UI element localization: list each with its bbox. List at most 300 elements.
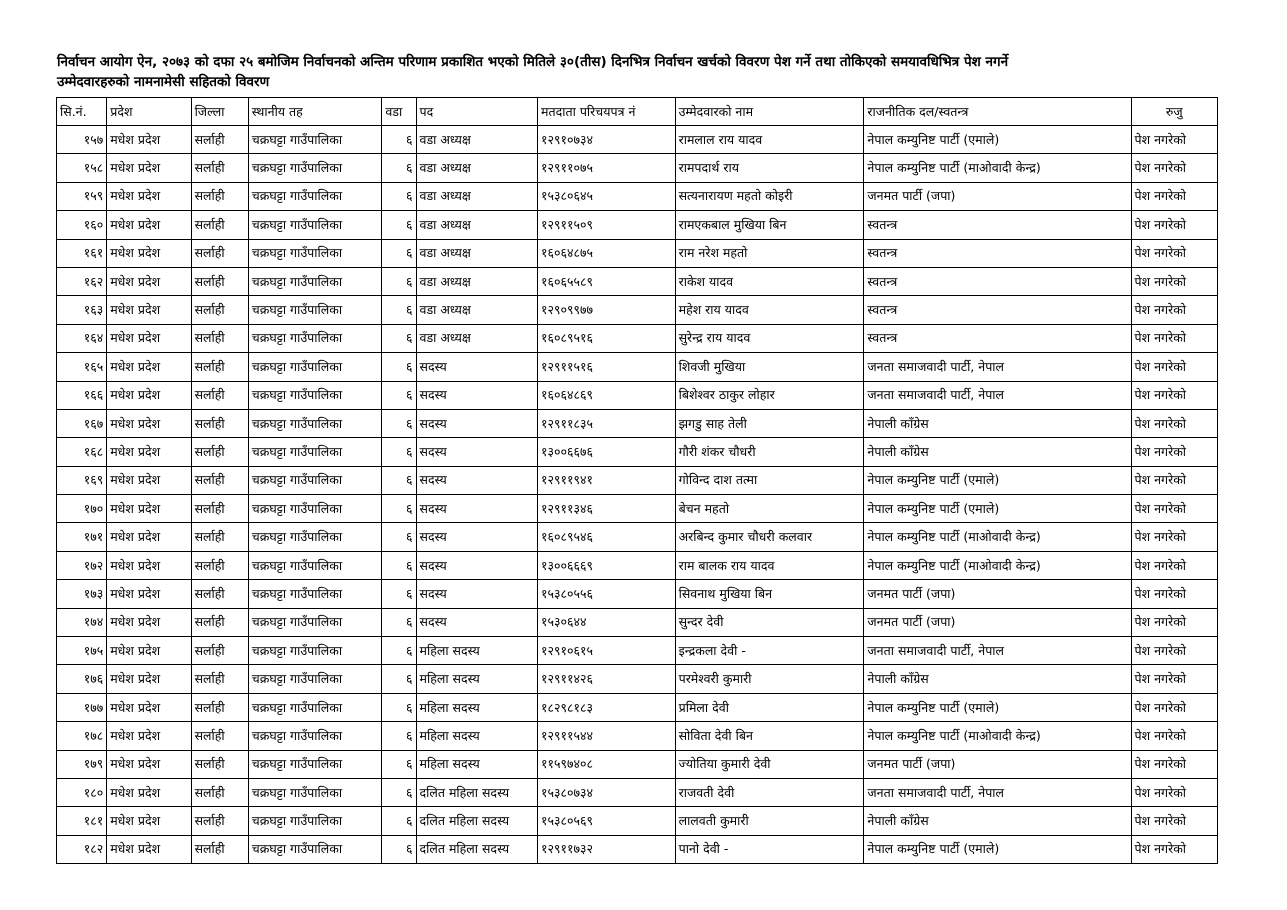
cell-sn: १७६ bbox=[57, 665, 107, 693]
cell-candidate: इन्द्रकला देवी - bbox=[675, 637, 864, 665]
header-province: प्रदेश bbox=[107, 98, 191, 126]
cell-district: सर्लाही bbox=[191, 637, 248, 665]
cell-ward: ६ bbox=[382, 466, 416, 494]
cell-status: पेश नगरेको bbox=[1131, 523, 1217, 551]
table-row bbox=[57, 353, 1218, 381]
cell-ward: ६ bbox=[382, 693, 416, 721]
cell-local-level: चक्रघट्टा गाउँपालिका bbox=[248, 182, 382, 210]
cell-province: मधेश प्रदेश bbox=[107, 807, 191, 835]
cell-local-level: चक्रघट्टा गाउँपालिका bbox=[248, 778, 382, 806]
cell-candidate: झगडु साह तेली bbox=[675, 409, 864, 437]
cell-post: सदस्य bbox=[416, 580, 538, 608]
cell-sn: १६९ bbox=[57, 466, 107, 494]
cell-voter-id: १२९११३४६ bbox=[538, 495, 676, 523]
cell-candidate: रामएकबाल मुखिया बिन bbox=[675, 211, 864, 239]
cell-sn: १७९ bbox=[57, 750, 107, 778]
cell-ward: ६ bbox=[382, 409, 416, 437]
cell-voter-id: १५३८०५५६ bbox=[538, 580, 676, 608]
cell-province: मधेश प्रदेश bbox=[107, 637, 191, 665]
cell-sn: १६२ bbox=[57, 267, 107, 295]
cell-candidate: सिवनाथ मुखिया बिन bbox=[675, 580, 864, 608]
cell-status: पेश नगरेको bbox=[1131, 750, 1217, 778]
cell-province: मधेश प्रदेश bbox=[107, 750, 191, 778]
cell-ward: ६ bbox=[382, 835, 416, 863]
cell-local-level: चक्रघट्टा गाउँपालिका bbox=[248, 665, 382, 693]
cell-province: मधेश प्रदेश bbox=[107, 722, 191, 750]
cell-voter-id: १२९११५१६ bbox=[538, 353, 676, 381]
cell-candidate: ज्योतिया कुमारी देवी bbox=[675, 750, 864, 778]
cell-local-level: चक्रघट्टा गाउँपालिका bbox=[248, 211, 382, 239]
cell-voter-id: १२९११५०९ bbox=[538, 211, 676, 239]
table-header-row bbox=[57, 98, 1218, 126]
cell-post: वडा अध्यक्ष bbox=[416, 239, 538, 267]
cell-voter-id: १२९१०६१५ bbox=[538, 637, 676, 665]
cell-ward: ६ bbox=[382, 722, 416, 750]
cell-sn: १७७ bbox=[57, 693, 107, 721]
cell-local-level: चक्रघट्टा गाउँपालिका bbox=[248, 807, 382, 835]
cell-ward: ६ bbox=[382, 239, 416, 267]
cell-post: सदस्य bbox=[416, 495, 538, 523]
cell-status: पेश नगरेको bbox=[1131, 722, 1217, 750]
table-row bbox=[57, 495, 1218, 523]
table-row bbox=[57, 665, 1218, 693]
cell-post: वडा अध्यक्ष bbox=[416, 182, 538, 210]
cell-ward: ६ bbox=[382, 296, 416, 324]
cell-local-level: चक्रघट्टा गाउँपालिका bbox=[248, 126, 382, 154]
table-row bbox=[57, 211, 1218, 239]
cell-province: मधेश प्रदेश bbox=[107, 267, 191, 295]
document-heading bbox=[57, 52, 1227, 92]
cell-province: मधेश प्रदेश bbox=[107, 353, 191, 381]
cell-voter-id: १६०६५५८९ bbox=[538, 267, 676, 295]
cell-party: स्वतन्त्र bbox=[864, 296, 1131, 324]
table-row bbox=[57, 807, 1218, 835]
cell-district: सर्लाही bbox=[191, 126, 248, 154]
table-row bbox=[57, 154, 1218, 182]
cell-post: महिला सदस्य bbox=[416, 722, 538, 750]
cell-province: मधेश प्रदेश bbox=[107, 835, 191, 863]
cell-province: मधेश प्रदेश bbox=[107, 778, 191, 806]
cell-sn: १६० bbox=[57, 211, 107, 239]
cell-sn: १५७ bbox=[57, 126, 107, 154]
cell-post: वडा अध्यक्ष bbox=[416, 154, 538, 182]
cell-voter-id: १५३८०६४५ bbox=[538, 182, 676, 210]
cell-province: मधेश प्रदेश bbox=[107, 495, 191, 523]
cell-post: सदस्य bbox=[416, 523, 538, 551]
cell-voter-id: १३००६६६९ bbox=[538, 551, 676, 579]
cell-district: सर्लाही bbox=[191, 239, 248, 267]
cell-voter-id: १२९११५४४ bbox=[538, 722, 676, 750]
cell-party: जनता समाजवादी पार्टी, नेपाल bbox=[864, 778, 1131, 806]
table-row bbox=[57, 438, 1218, 466]
cell-local-level: चक्रघट्टा गाउँपालिका bbox=[248, 637, 382, 665]
cell-party: नेपाल कम्युनिष्ट पार्टी (माओवादी केन्द्र) bbox=[864, 154, 1131, 182]
cell-status: पेश नगरेको bbox=[1131, 551, 1217, 579]
cell-voter-id: १२९११४२६ bbox=[538, 665, 676, 693]
cell-candidate: रामलाल राय यादव bbox=[675, 126, 864, 154]
cell-post: वडा अध्यक्ष bbox=[416, 324, 538, 352]
cell-voter-id: १६०६४८६९ bbox=[538, 381, 676, 409]
cell-sn: १६६ bbox=[57, 381, 107, 409]
cell-party: नेपाली काँग्रेस bbox=[864, 438, 1131, 466]
cell-party: नेपाल कम्युनिष्ट पार्टी (माओवादी केन्द्र) bbox=[864, 523, 1131, 551]
cell-status: पेश नगरेको bbox=[1131, 239, 1217, 267]
cell-status: पेश नगरेको bbox=[1131, 778, 1217, 806]
cell-district: सर्लाही bbox=[191, 551, 248, 579]
cell-post: दलित महिला सदस्य bbox=[416, 778, 538, 806]
cell-province: मधेश प्रदेश bbox=[107, 523, 191, 551]
cell-party: नेपाल कम्युनिष्ट पार्टी (एमाले) bbox=[864, 466, 1131, 494]
header-sn: सि.नं. bbox=[57, 98, 107, 126]
cell-district: सर्लाही bbox=[191, 665, 248, 693]
cell-post: सदस्य bbox=[416, 409, 538, 437]
table-row bbox=[57, 835, 1218, 863]
cell-sn: १६५ bbox=[57, 353, 107, 381]
cell-province: मधेश प्रदेश bbox=[107, 324, 191, 352]
cell-province: मधेश प्रदेश bbox=[107, 693, 191, 721]
cell-party: जनमत पार्टी (जपा) bbox=[864, 750, 1131, 778]
cell-voter-id: १२९१०७३४ bbox=[538, 126, 676, 154]
cell-ward: ६ bbox=[382, 353, 416, 381]
cell-local-level: चक्रघट्टा गाउँपालिका bbox=[248, 551, 382, 579]
cell-ward: ६ bbox=[382, 211, 416, 239]
cell-voter-id: १२९११८३५ bbox=[538, 409, 676, 437]
cell-party: नेपाल कम्युनिष्ट पार्टी (एमाले) bbox=[864, 126, 1131, 154]
header-district: जिल्ला bbox=[191, 98, 248, 126]
cell-sn: १६८ bbox=[57, 438, 107, 466]
cell-voter-id: १५३८०५६९ bbox=[538, 807, 676, 835]
header-ward: वडा bbox=[382, 98, 416, 126]
cell-ward: ६ bbox=[382, 495, 416, 523]
cell-district: सर्लाही bbox=[191, 523, 248, 551]
cell-candidate: लालवती कुमारी bbox=[675, 807, 864, 835]
cell-candidate: बिशेश्वर ठाकुर लोहार bbox=[675, 381, 864, 409]
cell-post: सदस्य bbox=[416, 438, 538, 466]
cell-local-level: चक्रघट्टा गाउँपालिका bbox=[248, 438, 382, 466]
table-row bbox=[57, 466, 1218, 494]
cell-candidate: महेश राय यादव bbox=[675, 296, 864, 324]
cell-district: सर्लाही bbox=[191, 750, 248, 778]
cell-candidate: बेचन महतो bbox=[675, 495, 864, 523]
cell-district: सर्लाही bbox=[191, 211, 248, 239]
cell-local-level: चक्रघट्टा गाउँपालिका bbox=[248, 239, 382, 267]
cell-candidate: राम नरेश महतो bbox=[675, 239, 864, 267]
cell-party: नेपाल कम्युनिष्ट पार्टी (एमाले) bbox=[864, 495, 1131, 523]
cell-status: पेश नगरेको bbox=[1131, 154, 1217, 182]
cell-ward: ६ bbox=[382, 778, 416, 806]
cell-party: जनमत पार्टी (जपा) bbox=[864, 608, 1131, 636]
cell-post: दलित महिला सदस्य bbox=[416, 835, 538, 863]
cell-ward: ६ bbox=[382, 750, 416, 778]
table-row bbox=[57, 750, 1218, 778]
cell-party: नेपाली काँग्रेस bbox=[864, 409, 1131, 437]
cell-status: पेश नगरेको bbox=[1131, 637, 1217, 665]
cell-sn: १७२ bbox=[57, 551, 107, 579]
cell-candidate: सत्यनारायण महतो कोइरी bbox=[675, 182, 864, 210]
cell-ward: ६ bbox=[382, 182, 416, 210]
cell-province: मधेश प्रदेश bbox=[107, 126, 191, 154]
cell-sn: १६४ bbox=[57, 324, 107, 352]
table-row bbox=[57, 296, 1218, 324]
cell-sn: १७० bbox=[57, 495, 107, 523]
cell-party: स्वतन्त्र bbox=[864, 211, 1131, 239]
cell-voter-id: १३००६६७६ bbox=[538, 438, 676, 466]
cell-sn: १७८ bbox=[57, 722, 107, 750]
cell-party: स्वतन्त्र bbox=[864, 267, 1131, 295]
header-candidate: उम्मेदवारको नाम bbox=[675, 98, 864, 126]
table-body bbox=[57, 126, 1218, 864]
cell-province: मधेश प्रदेश bbox=[107, 438, 191, 466]
cell-local-level: चक्रघट्टा गाउँपालिका bbox=[248, 466, 382, 494]
table-row bbox=[57, 523, 1218, 551]
cell-local-level: चक्रघट्टा गाउँपालिका bbox=[248, 523, 382, 551]
cell-post: महिला सदस्य bbox=[416, 665, 538, 693]
cell-province: मधेश प्रदेश bbox=[107, 580, 191, 608]
table-row bbox=[57, 126, 1218, 154]
cell-post: वडा अध्यक्ष bbox=[416, 211, 538, 239]
cell-sn: १७३ bbox=[57, 580, 107, 608]
header-voter-id: मतदाता परिचयपत्र नं bbox=[538, 98, 676, 126]
cell-ward: ६ bbox=[382, 267, 416, 295]
cell-status: पेश नगरेको bbox=[1131, 267, 1217, 295]
cell-voter-id: १२९११७३२ bbox=[538, 835, 676, 863]
cell-post: सदस्य bbox=[416, 381, 538, 409]
cell-party: जनता समाजवादी पार्टी, नेपाल bbox=[864, 381, 1131, 409]
cell-province: मधेश प्रदेश bbox=[107, 296, 191, 324]
cell-local-level: चक्रघट्टा गाउँपालिका bbox=[248, 693, 382, 721]
cell-district: सर्लाही bbox=[191, 324, 248, 352]
cell-ward: ६ bbox=[382, 126, 416, 154]
cell-district: सर्लाही bbox=[191, 580, 248, 608]
cell-party: जनता समाजवादी पार्टी, नेपाल bbox=[864, 353, 1131, 381]
cell-district: सर्लाही bbox=[191, 438, 248, 466]
table-row bbox=[57, 381, 1218, 409]
table-row bbox=[57, 608, 1218, 636]
cell-province: मधेश प्रदेश bbox=[107, 381, 191, 409]
cell-sn: १६३ bbox=[57, 296, 107, 324]
cell-ward: ६ bbox=[382, 523, 416, 551]
cell-candidate: रामपदार्थ राय bbox=[675, 154, 864, 182]
table-row bbox=[57, 722, 1218, 750]
cell-candidate: सोविता देवी बिन bbox=[675, 722, 864, 750]
cell-province: मधेश प्रदेश bbox=[107, 608, 191, 636]
cell-status: पेश नगरेको bbox=[1131, 353, 1217, 381]
cell-candidate: अरबिन्द कुमार चौधरी कलवार bbox=[675, 523, 864, 551]
cell-district: सर्लाही bbox=[191, 608, 248, 636]
cell-party: जनमत पार्टी (जपा) bbox=[864, 580, 1131, 608]
cell-district: सर्लाही bbox=[191, 693, 248, 721]
cell-ward: ६ bbox=[382, 154, 416, 182]
cell-post: वडा अध्यक्ष bbox=[416, 126, 538, 154]
cell-voter-id: १५३०६४४ bbox=[538, 608, 676, 636]
cell-post: वडा अध्यक्ष bbox=[416, 267, 538, 295]
cell-voter-id: १२९११०७५ bbox=[538, 154, 676, 182]
cell-district: सर्लाही bbox=[191, 466, 248, 494]
cell-district: सर्लाही bbox=[191, 835, 248, 863]
cell-sn: १७४ bbox=[57, 608, 107, 636]
cell-ward: ६ bbox=[382, 665, 416, 693]
cell-post: महिला सदस्य bbox=[416, 637, 538, 665]
cell-status: पेश नगरेको bbox=[1131, 381, 1217, 409]
cell-district: सर्लाही bbox=[191, 409, 248, 437]
cell-candidate: राम बालक राय यादव bbox=[675, 551, 864, 579]
cell-candidate: परमेश्वरी कुमारी bbox=[675, 665, 864, 693]
cell-candidate: राजवती देवी bbox=[675, 778, 864, 806]
cell-status: पेश नगरेको bbox=[1131, 211, 1217, 239]
cell-sn: १६१ bbox=[57, 239, 107, 267]
cell-province: मधेश प्रदेश bbox=[107, 466, 191, 494]
cell-district: सर्लाही bbox=[191, 182, 248, 210]
cell-local-level: चक्रघट्टा गाउँपालिका bbox=[248, 267, 382, 295]
cell-local-level: चक्रघट्टा गाउँपालिका bbox=[248, 495, 382, 523]
cell-status: पेश नगरेको bbox=[1131, 409, 1217, 437]
cell-candidate: प्रमिला देवी bbox=[675, 693, 864, 721]
cell-party: नेपाल कम्युनिष्ट पार्टी (माओवादी केन्द्र) bbox=[864, 722, 1131, 750]
cell-district: सर्लाही bbox=[191, 807, 248, 835]
cell-candidate: गोविन्द दाश तत्मा bbox=[675, 466, 864, 494]
cell-local-level: चक्रघट्टा गाउँपालिका bbox=[248, 722, 382, 750]
cell-candidate: सुन्दर देवी bbox=[675, 608, 864, 636]
cell-ward: ६ bbox=[382, 324, 416, 352]
cell-status: पेश नगरेको bbox=[1131, 835, 1217, 863]
cell-voter-id: १८२९८१८३ bbox=[538, 693, 676, 721]
cell-ward: ६ bbox=[382, 580, 416, 608]
cell-local-level: चक्रघट्टा गाउँपालिका bbox=[248, 608, 382, 636]
cell-status: पेश नगरेको bbox=[1131, 324, 1217, 352]
table-row bbox=[57, 551, 1218, 579]
cell-province: मधेश प्रदेश bbox=[107, 409, 191, 437]
header-party: राजनीतिक दल/स्वतन्त्र bbox=[864, 98, 1131, 126]
table-row bbox=[57, 324, 1218, 352]
table-row bbox=[57, 182, 1218, 210]
cell-district: सर्लाही bbox=[191, 778, 248, 806]
cell-candidate: शिवजी मुखिया bbox=[675, 353, 864, 381]
cell-sn: १६७ bbox=[57, 409, 107, 437]
cell-ward: ६ bbox=[382, 637, 416, 665]
cell-local-level: चक्रघट्टा गाउँपालिका bbox=[248, 154, 382, 182]
cell-party: जनमत पार्टी (जपा) bbox=[864, 182, 1131, 210]
cell-voter-id: १२९११९४१ bbox=[538, 466, 676, 494]
table-row bbox=[57, 409, 1218, 437]
table-row bbox=[57, 693, 1218, 721]
cell-post: सदस्य bbox=[416, 466, 538, 494]
cell-party: स्वतन्त्र bbox=[864, 324, 1131, 352]
table-row bbox=[57, 239, 1218, 267]
cell-district: सर्लाही bbox=[191, 722, 248, 750]
cell-voter-id: १६०६४८७५ bbox=[538, 239, 676, 267]
cell-status: पेश नगरेको bbox=[1131, 182, 1217, 210]
cell-status: पेश नगरेको bbox=[1131, 580, 1217, 608]
cell-voter-id: १६०८९५१६ bbox=[538, 324, 676, 352]
cell-local-level: चक्रघट्टा गाउँपालिका bbox=[248, 353, 382, 381]
cell-party: जनता समाजवादी पार्टी, नेपाल bbox=[864, 637, 1131, 665]
candidate-table bbox=[56, 97, 1218, 864]
cell-sn: १५९ bbox=[57, 182, 107, 210]
cell-local-level: चक्रघट्टा गाउँपालिका bbox=[248, 409, 382, 437]
cell-status: पेश नगरेको bbox=[1131, 608, 1217, 636]
cell-province: मधेश प्रदेश bbox=[107, 551, 191, 579]
table-row bbox=[57, 580, 1218, 608]
heading-line-2: उम्मेदवारहरुको नामनामेसी सहितको विवरण bbox=[57, 74, 270, 90]
header-post: पद bbox=[416, 98, 538, 126]
cell-ward: ६ bbox=[382, 438, 416, 466]
cell-sn: १७५ bbox=[57, 637, 107, 665]
header-status: रुजु bbox=[1131, 98, 1217, 126]
cell-candidate: पानो देवी - bbox=[675, 835, 864, 863]
cell-voter-id: १२९०९९७७ bbox=[538, 296, 676, 324]
cell-status: पेश नगरेको bbox=[1131, 495, 1217, 523]
cell-status: पेश नगरेको bbox=[1131, 438, 1217, 466]
cell-sn: १८१ bbox=[57, 807, 107, 835]
cell-party: नेपाल कम्युनिष्ट पार्टी (माओवादी केन्द्र) bbox=[864, 551, 1131, 579]
cell-status: पेश नगरेको bbox=[1131, 665, 1217, 693]
cell-ward: ६ bbox=[382, 608, 416, 636]
cell-district: सर्लाही bbox=[191, 154, 248, 182]
cell-post: सदस्य bbox=[416, 551, 538, 579]
cell-party: नेपाली काँग्रेस bbox=[864, 807, 1131, 835]
cell-post: सदस्य bbox=[416, 608, 538, 636]
cell-post: दलित महिला सदस्य bbox=[416, 807, 538, 835]
cell-district: सर्लाही bbox=[191, 296, 248, 324]
cell-district: सर्लाही bbox=[191, 267, 248, 295]
cell-district: सर्लाही bbox=[191, 353, 248, 381]
cell-party: स्वतन्त्र bbox=[864, 239, 1131, 267]
cell-post: वडा अध्यक्ष bbox=[416, 296, 538, 324]
cell-candidate: गौरी शंकर चौधरी bbox=[675, 438, 864, 466]
cell-ward: ६ bbox=[382, 551, 416, 579]
cell-status: पेश नगरेको bbox=[1131, 466, 1217, 494]
cell-ward: ६ bbox=[382, 381, 416, 409]
cell-local-level: चक्रघट्टा गाउँपालिका bbox=[248, 835, 382, 863]
cell-post: महिला सदस्य bbox=[416, 693, 538, 721]
cell-status: पेश नगरेको bbox=[1131, 296, 1217, 324]
cell-post: सदस्य bbox=[416, 353, 538, 381]
cell-province: मधेश प्रदेश bbox=[107, 211, 191, 239]
cell-sn: १८० bbox=[57, 778, 107, 806]
cell-province: मधेश प्रदेश bbox=[107, 154, 191, 182]
cell-local-level: चक्रघट्टा गाउँपालिका bbox=[248, 750, 382, 778]
cell-party: नेपाल कम्युनिष्ट पार्टी (एमाले) bbox=[864, 835, 1131, 863]
cell-party: नेपाल कम्युनिष्ट पार्टी (एमाले) bbox=[864, 693, 1131, 721]
cell-sn: १५८ bbox=[57, 154, 107, 182]
cell-province: मधेश प्रदेश bbox=[107, 665, 191, 693]
table-row bbox=[57, 637, 1218, 665]
heading-line-1: निर्वाचन आयोग ऐन, २०७३ को दफा २५ बमोजिम निर्वाचनको अन्तिम परिणाम प्रकाशित भएको मितिले ३०(तीस) दिनभित्र निर्वाचन खर्चको विवरण पेश गर्ने तथा तोकिएको समयावधिभित्र पेश नगर्ने bbox=[57, 54, 1009, 70]
cell-province: मधेश प्रदेश bbox=[107, 182, 191, 210]
cell-status: पेश नगरेको bbox=[1131, 693, 1217, 721]
cell-post: महिला सदस्य bbox=[416, 750, 538, 778]
cell-voter-id: १५३८०७३४ bbox=[538, 778, 676, 806]
cell-party: नेपाली काँग्रेस bbox=[864, 665, 1131, 693]
cell-sn: १८२ bbox=[57, 835, 107, 863]
cell-status: पेश नगरेको bbox=[1131, 807, 1217, 835]
table-row bbox=[57, 267, 1218, 295]
cell-sn: १७१ bbox=[57, 523, 107, 551]
cell-province: मधेश प्रदेश bbox=[107, 239, 191, 267]
cell-candidate: राकेश यादव bbox=[675, 267, 864, 295]
table-row bbox=[57, 778, 1218, 806]
cell-status: पेश नगरेको bbox=[1131, 126, 1217, 154]
cell-voter-id: १६०८९५४६ bbox=[538, 523, 676, 551]
cell-local-level: चक्रघट्टा गाउँपालिका bbox=[248, 296, 382, 324]
cell-candidate: सुरेन्द्र राय यादव bbox=[675, 324, 864, 352]
cell-local-level: चक्रघट्टा गाउँपालिका bbox=[248, 580, 382, 608]
cell-local-level: चक्रघट्टा गाउँपालिका bbox=[248, 381, 382, 409]
cell-local-level: चक्रघट्टा गाउँपालिका bbox=[248, 324, 382, 352]
cell-voter-id: ११५९७४०८ bbox=[538, 750, 676, 778]
cell-ward: ६ bbox=[382, 807, 416, 835]
header-local-level: स्थानीय तह bbox=[248, 98, 382, 126]
